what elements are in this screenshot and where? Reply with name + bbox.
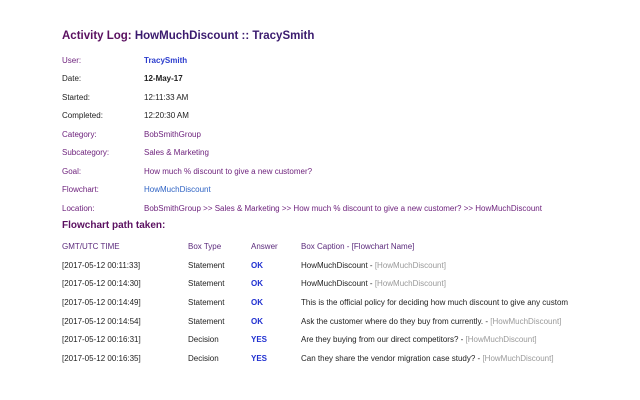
row-flowchart-name: [HowMuchDiscount] [482,353,554,363]
meta-label: Flowchart: [62,185,99,195]
table-header [62,238,640,257]
meta-label: Category: [62,129,97,139]
meta-row-flowchart [62,181,640,200]
table-row [62,312,640,331]
header-caption: Box Caption - [Flowchart Name] [301,242,415,252]
header-time: GMT/UTC TIME [62,242,120,252]
row-box-type: Decision [188,353,219,363]
meta-row-goal [62,162,640,181]
row-flowchart-name: [HowMuchDiscount] [490,316,562,326]
meta-label: Subcategory: [62,148,110,158]
meta-row-started [62,88,640,107]
table-row [62,256,640,275]
row-flowchart-name: [HowMuchDiscount] [374,279,446,289]
header-box-type: Box Type [188,242,222,252]
activity-log-page [62,30,640,368]
row-caption [301,317,640,326]
row-caption-text: HowMuchDiscount - [301,260,375,270]
header-answer: Answer [251,242,278,252]
row-box-type: Statement [188,298,225,308]
row-box-type: Statement [188,279,225,289]
meta-value-subcategory: Sales & Marketing [144,148,209,158]
meta-label: Started: [62,92,91,102]
row-time: [2017-05-12 00:16:35] [62,353,141,363]
table-row [62,349,640,368]
meta-row-category [62,125,640,144]
meta-value-user: TracySmith [144,55,188,65]
row-box-type: Statement [188,260,225,270]
row-answer: YES [251,335,268,345]
page-title [62,30,640,42]
meta-row-completed [62,107,640,126]
meta-row-date [62,70,640,89]
row-caption [301,354,640,363]
row-caption-text: This is the official policy for deciding how much discount to give any custom [301,298,569,308]
meta-label: Date: [62,74,82,84]
meta-label: Location: [62,203,95,213]
row-caption-text: HowMuchDiscount - [301,279,375,289]
row-flowchart-name: [HowMuchDiscount] [374,260,446,270]
row-answer: OK [251,279,263,289]
page-title-name: HowMuchDiscount :: TracySmith [134,30,315,42]
row-flowchart-name: [HowMuchDiscount] [465,335,537,345]
meta-value-flowchart: HowMuchDiscount [144,185,211,195]
row-caption-text: Are they buying from our direct competitors? - [301,335,466,345]
row-time: [2017-05-12 00:14:54] [62,316,141,326]
row-answer: OK [251,260,263,270]
row-caption [301,261,640,270]
row-caption [301,279,640,288]
meta-value-date: 12-May-17 [144,74,183,84]
row-box-type: Decision [188,335,219,345]
row-caption-text: Can they share the vendor migration case study? - [301,353,483,363]
row-time: [2017-05-12 00:11:33] [62,260,141,270]
meta-value-completed: 12:20:30 AM [144,111,189,121]
row-time: [2017-05-12 00:16:31] [62,335,141,345]
meta-value-category: BobSmithGroup [144,129,201,139]
table-row [62,330,640,349]
flowchart-path-heading: Flowchart path taken: [62,219,166,231]
meta-row-location [62,199,640,218]
row-time: [2017-05-12 00:14:49] [62,298,141,308]
meta-label: User: [62,55,82,65]
meta-row-subcategory [62,144,640,163]
table-row [62,275,640,294]
row-answer: OK [251,298,263,308]
row-caption [301,335,640,344]
row-answer: YES [251,353,268,363]
row-caption-text: Ask the customer where do they buy from currently. - [301,316,491,326]
meta-value-started: 12:11:33 AM [144,92,189,102]
meta-label: Goal: [62,166,82,176]
meta-value-location: BobSmithGroup >> Sales & Marketing >> How much % discount to give a new customer? >> HowMuchDiscount [144,203,542,213]
row-answer: OK [251,316,263,326]
meta-label: Completed: [62,111,103,121]
row-caption [301,298,640,307]
page-title-prefix: Activity Log: [62,30,135,42]
table-row [62,293,640,312]
meta-value-goal: How much % discount to give a new customer? [144,166,313,176]
meta-row-user [62,51,640,70]
flowchart-path-table [62,238,640,368]
meta-list [62,51,640,218]
row-box-type: Statement [188,316,225,326]
row-time: [2017-05-12 00:14:30] [62,279,141,289]
